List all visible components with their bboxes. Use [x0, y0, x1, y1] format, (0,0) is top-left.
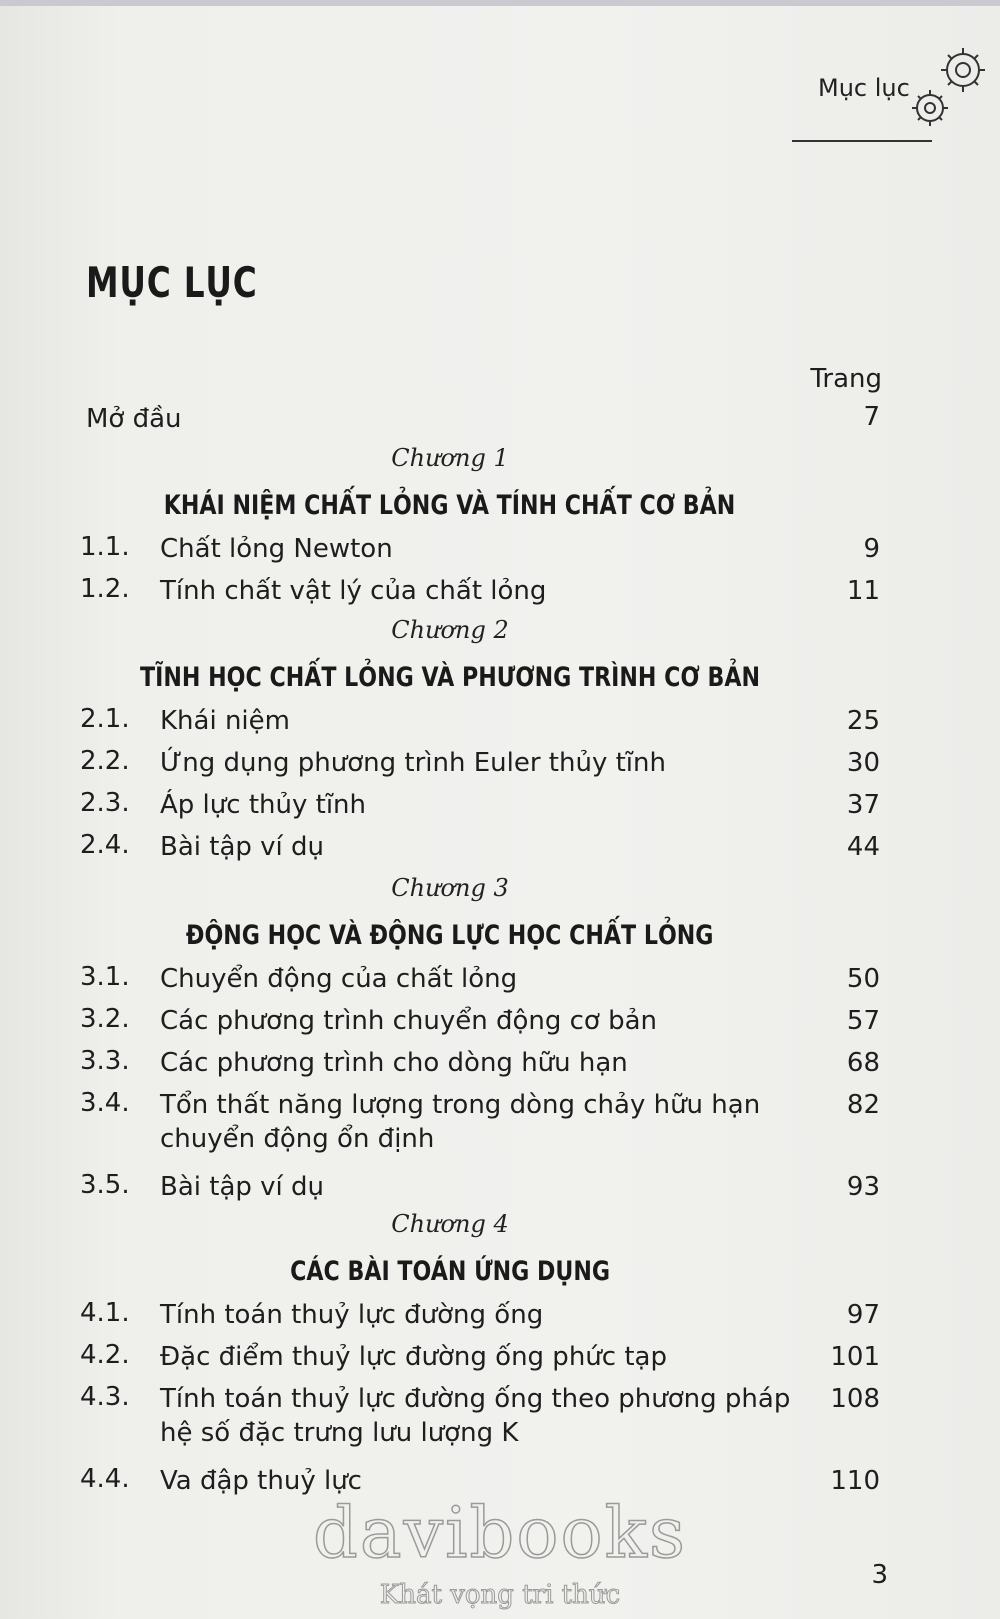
- toc-section-title: Tổn thất năng lượng trong dòng chảy hữu hạn chuyển động ổn định: [160, 1090, 761, 1154]
- toc-section-title: Tính chất vật lý của chất lỏng: [160, 576, 547, 606]
- watermark-tagline: Khát vọng tri thức: [379, 1580, 621, 1610]
- toc-section-title: Các phương trình chuyển động cơ bản: [160, 1006, 658, 1036]
- toc-section-number: 4.2.: [80, 1340, 130, 1370]
- toc-section-title: Đặc điểm thuỷ lực đường ống phức tạp: [160, 1342, 667, 1372]
- toc-section-page: 30: [846, 748, 880, 778]
- toc-intro-title: Mở đầu: [86, 404, 182, 434]
- toc-intro-page: 7: [863, 402, 880, 432]
- chapter-label: Chương 3: [391, 874, 509, 902]
- toc-section-number: 2.1.: [80, 704, 130, 734]
- toc-section-title: Bài tập ví dụ: [160, 1172, 325, 1202]
- chapter-title: KHÁI NIỆM CHẤT LỎNG VÀ TÍNH CHẤT CƠ BẢN: [164, 490, 736, 521]
- toc-section-page: 68: [846, 1048, 880, 1078]
- chapter-label: Chương 4: [391, 1210, 509, 1238]
- toc-section-title: Tính toán thuỷ lực đường ống theo phương pháp hệ số đặc trưng lưu lượng K: [160, 1384, 791, 1448]
- toc-section-page: 44: [846, 832, 880, 862]
- toc-section-page: 110: [830, 1466, 880, 1496]
- toc-section-number: 3.5.: [80, 1170, 130, 1200]
- top-strip: [0, 0, 1000, 6]
- toc-section-page: 93: [846, 1172, 880, 1202]
- toc-section-title: Các phương trình cho dòng hữu hạn: [160, 1048, 628, 1078]
- header-rule: [792, 140, 932, 142]
- toc-section-number: 3.3.: [80, 1046, 130, 1076]
- toc-section-number: 4.4.: [80, 1464, 130, 1494]
- toc-section-page: 9: [863, 534, 880, 564]
- toc-section-number: 2.4.: [80, 830, 130, 860]
- toc-section-title: Áp lực thủy tĩnh: [160, 790, 366, 820]
- toc-section-page: 108: [830, 1384, 880, 1414]
- toc-section-page: 11: [846, 576, 880, 606]
- chapter-label: Chương 2: [391, 616, 509, 644]
- toc-section-title: Khái niệm: [160, 706, 290, 736]
- toc-section-number: 2.2.: [80, 746, 130, 776]
- toc-section-page: 82: [846, 1090, 880, 1120]
- toc-section-title: Chuyển động của chất lỏng: [160, 964, 518, 994]
- toc-section-title: Tính toán thuỷ lực đường ống: [160, 1300, 544, 1330]
- toc-section-page: 50: [846, 964, 880, 994]
- toc-section-number: 4.1.: [80, 1298, 130, 1328]
- toc-section-title: Bài tập ví dụ: [160, 832, 325, 862]
- toc-section-number: 4.3.: [80, 1382, 130, 1412]
- page-heading: MỤC LỤC: [86, 258, 258, 307]
- chapter-title: TĨNH HỌC CHẤT LỎNG VÀ PHƯƠNG TRÌNH CƠ BẢN: [140, 662, 760, 693]
- page-number: 3: [871, 1560, 888, 1590]
- toc-section-title: Ứng dụng phương trình Euler thủy tĩnh: [160, 748, 666, 778]
- toc-section-page: 97: [846, 1300, 880, 1330]
- chapter-label: Chương 1: [391, 444, 509, 472]
- toc-section-number: 3.2.: [80, 1004, 130, 1034]
- toc-section-number: 3.1.: [80, 962, 130, 992]
- page-column-label: Trang: [810, 364, 882, 394]
- running-header: Mục lục: [818, 74, 910, 102]
- toc-section-number: 1.2.: [80, 574, 130, 604]
- toc-section-number: 2.3.: [80, 788, 130, 818]
- toc-section-number: 1.1.: [80, 532, 130, 562]
- toc-section-page: 37: [846, 790, 880, 820]
- toc-section-page: 57: [846, 1006, 880, 1036]
- gear-icon: [908, 40, 998, 140]
- chapter-title: CÁC BÀI TOÁN ỨNG DỤNG: [290, 1256, 610, 1287]
- toc-section-title: Va đập thuỷ lực: [160, 1466, 362, 1496]
- watermark-brand: davibooks: [313, 1492, 687, 1574]
- toc-section-title: Chất lỏng Newton: [160, 534, 393, 564]
- toc-section-page: 25: [846, 706, 880, 736]
- toc-section-page: 101: [830, 1342, 880, 1372]
- toc-section-number: 3.4.: [80, 1088, 130, 1118]
- chapter-title: ĐỘNG HỌC VÀ ĐỘNG LỰC HỌC CHẤT LỎNG: [186, 920, 714, 951]
